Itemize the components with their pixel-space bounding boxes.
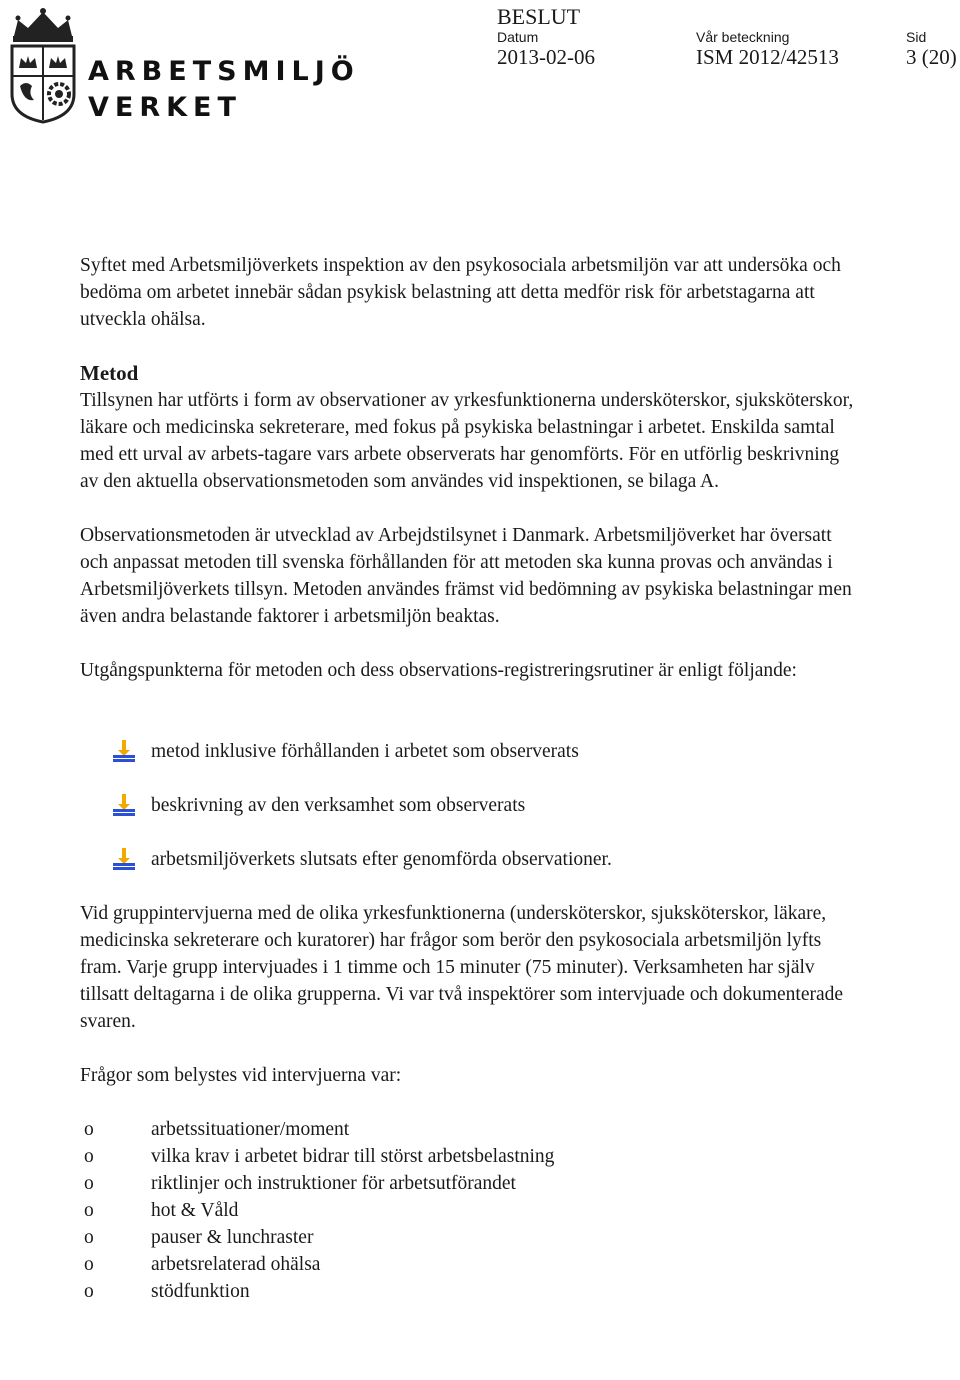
- list-item: [80, 738, 860, 765]
- crest-icon: [4, 6, 82, 124]
- list-item: [80, 1251, 860, 1278]
- list-item-text: beskrivning av den verksamhet som observerats: [151, 795, 526, 816]
- arrow-bullet-icon: [113, 740, 135, 762]
- list-item-text: stödfunktion: [151, 1281, 250, 1302]
- list-item-text: arbetssituationer/moment: [151, 1119, 350, 1140]
- page-label: Sid: [906, 29, 927, 45]
- group-interviews-paragraph: Vid gruppintervjuerna med de olika yrkesfunktionerna (undersköterskor, sjuksköterskor, läkare, medicinska sekreterare och kuratorer) har frågor som berör den psykosociala arbetsmiljön lyfts fram. Varje grupp intervjuades i 1 timme och 15 minuter (75 minuter). Verksamheten har själv tillsatt deltagarna i de olika grupperna. Vi var två inspektörer som intervjuade och dokumenterade svaren.: [80, 903, 844, 1032]
- list-item: [80, 792, 860, 819]
- intro-paragraph: Syftet med Arbetsmiljöverkets inspektion av den psykosociala arbetsmiljön var att undersöka och bedöma om arbetet innebär sådan psykisk belastning att detta medför risk för arbetstagarna att utveckla ohälsa.: [80, 255, 841, 330]
- document-type: BESLUT: [497, 4, 581, 29]
- agency-name-line1: ARBETSMILJÖ: [88, 56, 360, 87]
- list-item-text: pauser & lunchraster: [151, 1227, 314, 1248]
- questions-intro: Frågor som belystes vid intervjuerna var:: [80, 1065, 402, 1086]
- list-item: [80, 846, 860, 873]
- list-item: [80, 1278, 860, 1305]
- agency-name-line2: VERKET: [88, 92, 242, 123]
- method-paragraph-2: Observationsmetoden är utvecklad av Arbejdstilsynet i Danmark. Arbetsmiljöverket har översatt och anpassat metoden till svenska förhållanden för att metoden ska kunna provas och användas i Arbetsmiljöverkets tillsyn. Metoden användes främst vid bedömning av psykiska belastningar men även andra belastande faktorer i arbetsmiljön beaktas.: [80, 525, 852, 627]
- list-item-text: metod inklusive förhållanden i arbetet som observerats: [151, 741, 579, 762]
- list-item: [80, 1197, 860, 1224]
- list-item: [80, 1224, 860, 1251]
- page-number: 3 (20): [906, 45, 957, 69]
- list-item-text: arbetsrelaterad ohälsa: [151, 1254, 321, 1275]
- bullet-marker: o: [84, 1200, 94, 1221]
- arrow-bullet-icon: [113, 794, 135, 816]
- list-item-text: vilka krav i arbetet bidrar till störst arbetsbelastning: [151, 1146, 555, 1167]
- list-item-text: arbetsmiljöverkets slutsats efter genomförda observationer.: [151, 849, 612, 870]
- date-value: 2013-02-06: [497, 45, 595, 69]
- list-item: [80, 1170, 860, 1197]
- reference-value: ISM 2012/42513: [696, 45, 839, 69]
- bullet-marker: o: [84, 1173, 94, 1194]
- agency-name: [88, 54, 360, 126]
- bullet-marker: o: [84, 1146, 94, 1167]
- starting-points-list: [80, 738, 860, 873]
- bullet-marker: o: [84, 1254, 94, 1275]
- list-item: [80, 1116, 860, 1143]
- bullet-marker: o: [84, 1119, 94, 1140]
- bullet-marker: o: [84, 1281, 94, 1302]
- reference-label: Vår beteckning: [696, 29, 790, 45]
- agency-logo: [4, 6, 360, 124]
- bullet-marker: o: [84, 1227, 94, 1248]
- method-paragraph-1: Tillsynen har utförts i form av observationer av yrkesfunktionerna undersköterskor, sjuksköterskor, läkare och medicinska sekreterare, med fokus på psykiska belastningar i arbetet. Enskilda samtal med ett urval av arbets-tagare vars arbete observerats har genomförts. För en utförlig beskrivning av den aktuella observationsmetoden som användes vid inspektionen, se bilaga A.: [80, 390, 854, 492]
- document-body: [80, 252, 860, 1305]
- list-item-text: riktlinjer och instruktioner för arbetsutförandet: [151, 1173, 516, 1194]
- list-item: [80, 1143, 860, 1170]
- starting-points-paragraph: Utgångspunkterna för metoden och dess observations-registreringsrutiner är enligt följande:: [80, 660, 797, 681]
- section-heading-metod: Metod: [80, 361, 139, 385]
- questions-list: [80, 1116, 860, 1305]
- date-label: Datum: [497, 29, 539, 45]
- arrow-bullet-icon: [113, 848, 135, 870]
- list-item-text: hot & Våld: [151, 1200, 239, 1221]
